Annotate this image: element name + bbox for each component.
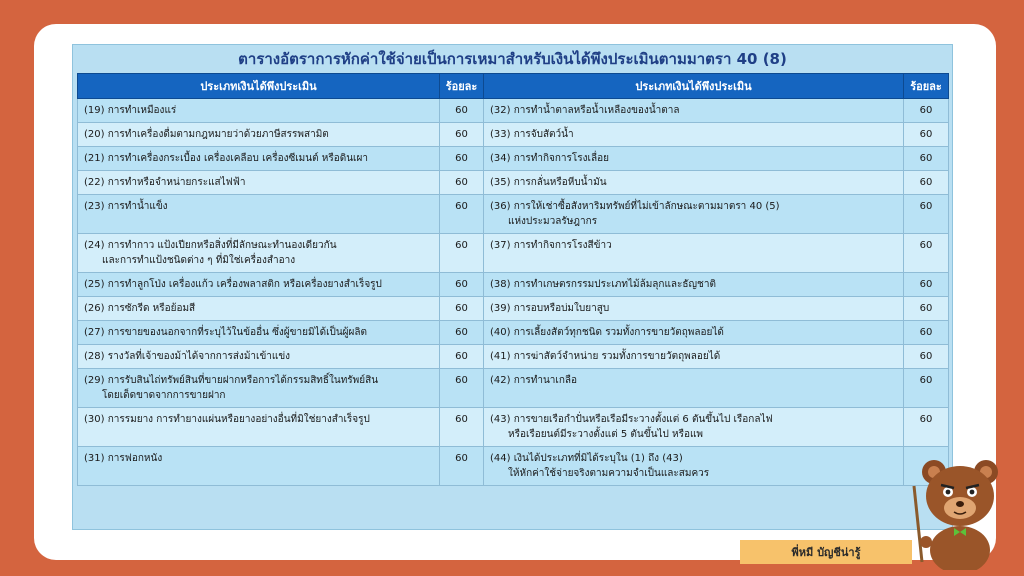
- cell-percent-right: 60: [904, 408, 949, 447]
- table-row: [78, 171, 949, 195]
- item-text: (39) การอบหรือบ่มใบยาสูบ: [490, 303, 610, 314]
- cell-percent-right: 60: [904, 321, 949, 345]
- cell-type-left: [78, 273, 440, 297]
- table-row: [78, 147, 949, 171]
- cell-percent-left: 60: [440, 369, 484, 408]
- table-header-row: [78, 74, 949, 99]
- cell-percent-right: 60: [904, 297, 949, 321]
- cell-type-right: [484, 321, 904, 345]
- item-text: (38) การทำเกษตรกรรมประเภทไม้ล้มลุกและธัญชาติ: [490, 279, 716, 290]
- rate-table: [77, 73, 949, 486]
- table-row: [78, 99, 949, 123]
- cell-percent-left: 60: [440, 171, 484, 195]
- item-text-continued: ให้หักค่าใช้จ่ายจริงตามความจำเป็นและสมควร: [508, 468, 710, 479]
- cell-type-right: [484, 195, 904, 234]
- item-text-continued: โดยเด็ดขาดจากการขายฝาก: [102, 390, 226, 401]
- cell-percent-right: 60: [904, 369, 949, 408]
- item-text-continued: แห่งประมวลรัษฎากร: [508, 216, 598, 227]
- header-percent-right: ร้อยละ: [904, 74, 949, 99]
- cell-type-left: [78, 297, 440, 321]
- brand-badge: พี่หมี บัญชีน่ารู้: [740, 540, 912, 564]
- item-text: (25) การทำลูกโป่ง เครื่องแก้ว เครื่องพลาสติก หรือเครื่องยางสำเร็จรูป: [84, 279, 382, 290]
- table-row: [78, 321, 949, 345]
- cell-type-left: [78, 234, 440, 273]
- item-text: (30) การรมยาง การทำยางแผ่นหรือยางอย่างอื่นที่มิใช่ยางสำเร็จรูป: [84, 414, 370, 425]
- item-text: (32) การทำน้ำตาลหรือน้ำเหลืองของน้ำตาล: [490, 105, 680, 116]
- item-text: (24) การทำกาว แป้งเปียกหรือสิ่งที่มีลักษณะทำนองเดียวกัน: [84, 240, 337, 251]
- cell-type-right: [484, 123, 904, 147]
- item-text: (31) การฟอกหนัง: [84, 453, 163, 464]
- cell-percent-right: 60: [904, 195, 949, 234]
- table-row: [78, 273, 949, 297]
- cell-type-right: [484, 234, 904, 273]
- cell-percent-left: 60: [440, 345, 484, 369]
- item-text: (20) การทำเครื่องดื่มตามกฎหมายว่าด้วยภาษีสรรพสามิต: [84, 129, 329, 140]
- item-text: (37) การทำกิจการโรงสีข้าว: [490, 240, 612, 251]
- table-body: [78, 99, 949, 486]
- cell-percent-left: 60: [440, 321, 484, 345]
- cell-percent-right: 60: [904, 234, 949, 273]
- cell-percent-right: 60: [904, 171, 949, 195]
- cell-type-right: [484, 273, 904, 297]
- table-row: [78, 123, 949, 147]
- table-row: [78, 234, 949, 273]
- cell-percent-left: 60: [440, 195, 484, 234]
- cell-type-right: [484, 369, 904, 408]
- item-text: (23) การทำน้ำแข็ง: [84, 201, 168, 212]
- cell-type-left: [78, 321, 440, 345]
- bear-mascot-icon: [912, 450, 1008, 570]
- table-row: [78, 195, 949, 234]
- cell-type-left: [78, 147, 440, 171]
- table-row: [78, 297, 949, 321]
- table-row: [78, 369, 949, 408]
- header-type-left: ประเภทเงินได้พึงประเมิน: [78, 74, 440, 99]
- item-text: (34) การทำกิจการโรงเลื่อย: [490, 153, 609, 164]
- cell-type-right: [484, 345, 904, 369]
- item-text: (35) การกลั่นหรือหีบน้ำมัน: [490, 177, 607, 188]
- cell-percent-left: 60: [440, 297, 484, 321]
- item-text: (21) การทำเครื่องกระเบื้อง เครื่องเคลือบ เครื่องซีเมนต์ หรือดินเผา: [84, 153, 368, 164]
- table-row: [78, 408, 949, 447]
- cell-type-left: [78, 99, 440, 123]
- item-text: (28) รางวัลที่เจ้าของม้าได้จากการส่งม้าเข้าแข่ง: [84, 351, 291, 362]
- item-text: (42) การทำนาเกลือ: [490, 375, 578, 386]
- cell-percent-left: 60: [440, 99, 484, 123]
- cell-percent-left: 60: [440, 123, 484, 147]
- cell-type-left: [78, 447, 440, 486]
- table-row: [78, 447, 949, 486]
- item-text-continued: หรือเรือยนต์มีระวางตั้งแต่ 5 ตันขึ้นไป หรือแพ: [508, 429, 703, 440]
- table-row: [78, 345, 949, 369]
- cell-type-left: [78, 195, 440, 234]
- item-text: (33) การจับสัตว์น้ำ: [490, 129, 574, 140]
- cell-type-right: [484, 99, 904, 123]
- cell-type-left: [78, 408, 440, 447]
- item-text: (29) การรับสินไถ่ทรัพย์สินที่ขายฝากหรือการได้กรรมสิทธิ์ในทรัพย์สิน: [84, 375, 379, 386]
- item-text: (19) การทำเหมืองแร่: [84, 105, 177, 116]
- table-title: ตารางอัตราการหักค่าใช้จ่ายเป็นการเหมาสำหรับเงินได้พึงประเมินตามมาตรา 40 (8): [238, 50, 787, 68]
- item-text: (44) เงินได้ประเภทที่มิได้ระบุใน (1) ถึง (43): [490, 453, 683, 464]
- cell-percent-left: 60: [440, 147, 484, 171]
- cell-percent-left: 60: [440, 447, 484, 486]
- cell-type-right: [484, 147, 904, 171]
- item-text: (27) การขายของนอกจากที่ระบุไว้ในข้ออื่น ซึ่งผู้ขายมิได้เป็นผู้ผลิต: [84, 327, 368, 338]
- cell-percent-right: 60: [904, 273, 949, 297]
- cell-percent-right: 60: [904, 99, 949, 123]
- cell-percent-right: 60: [904, 147, 949, 171]
- header-type-right: ประเภทเงินได้พึงประเมิน: [484, 74, 904, 99]
- rate-table-panel: [72, 44, 953, 530]
- item-text: (41) การฆ่าสัตว์จำหน่าย รวมทั้งการขายวัตถุพลอยได้: [490, 351, 721, 362]
- cell-type-left: [78, 369, 440, 408]
- cell-percent-left: 60: [440, 234, 484, 273]
- cell-percent-right: 60: [904, 345, 949, 369]
- cell-percent-left: 60: [440, 273, 484, 297]
- cell-type-right: [484, 408, 904, 447]
- header-percent-left: ร้อยละ: [440, 74, 484, 99]
- cell-type-left: [78, 171, 440, 195]
- item-text: (43) การขายเรือกำปั่นหรือเรือมีระวางตั้งแต่ 6 ตันขึ้นไป เรือกลไฟ: [490, 414, 773, 425]
- cell-percent-right: 60: [904, 123, 949, 147]
- cell-type-left: [78, 123, 440, 147]
- cell-percent-left: 60: [440, 408, 484, 447]
- cell-type-right: [484, 297, 904, 321]
- item-text: (22) การทำหรือจำหน่ายกระแสไฟฟ้า: [84, 177, 246, 188]
- item-text: (40) การเลี้ยงสัตว์ทุกชนิด รวมทั้งการขายวัตถุพลอยได้: [490, 327, 724, 338]
- cell-type-right: [484, 171, 904, 195]
- item-text-continued: และการทำแป้งชนิดต่าง ๆ ที่มิใช่เครื่องสำอาง: [102, 255, 296, 266]
- item-text: (36) การให้เช่าซื้อสังหาริมทรัพย์ที่ไม่เข้าลักษณะตามมาตรา 40 (5): [490, 201, 780, 212]
- cell-type-right: [484, 447, 904, 486]
- item-text: (26) การซักรีด หรือย้อมสี: [84, 303, 196, 314]
- cell-type-left: [78, 345, 440, 369]
